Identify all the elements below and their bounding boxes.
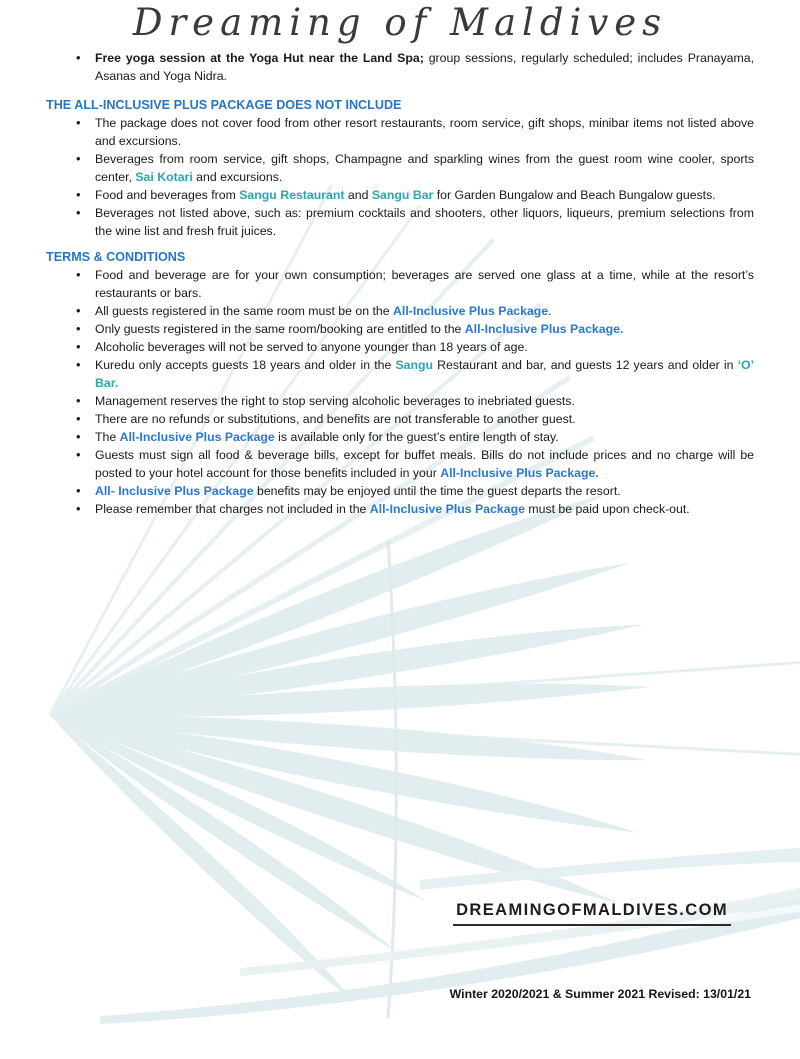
bullet-text: and excursions. <box>192 170 283 184</box>
bullet-text: Free yoga session at the Yoga Hut near the Land Spa; <box>95 51 424 65</box>
list-item <box>75 446 754 482</box>
bullet-text: Please remember that charges not included in the <box>95 502 370 516</box>
highlighted-term: Sangu Bar <box>371 188 434 202</box>
bullet-text: benefits may be enjoyed until the time the guest departs the resort. <box>253 484 621 498</box>
bullet-text: and <box>344 188 372 202</box>
bullet-text: Alcoholic beverages will not be served to anyone younger than 18 years of age. <box>95 340 528 354</box>
bullet-text: must be paid upon check-out. <box>524 502 690 516</box>
highlighted-term: Sangu <box>395 358 434 372</box>
list-item <box>75 482 754 500</box>
list-item <box>75 204 754 240</box>
bullet-text: Food and beverage are for your own consumption; beverages are served one glass at a time, while at the resort’s restaurants or bars. <box>95 268 754 300</box>
highlighted-term: All-Inclusive Plus Package <box>369 502 525 516</box>
bullet-text: for Garden Bungalow and Beach Bungalow guests. <box>433 188 716 202</box>
list-item <box>75 356 754 392</box>
list-item <box>75 114 754 150</box>
bullet-text: is available only for the guest’s entire length of stay. <box>274 430 559 444</box>
highlighted-term: Sangu Restaurant <box>239 188 345 202</box>
bullet-text: Restaurant and bar, and guests 12 years and older in <box>433 358 738 372</box>
bullet-text: Management reserves the right to stop serving alcoholic beverages to inebriated guests. <box>95 394 575 408</box>
bullet-text: The package does not cover food from other resort restaurants, room service, gift shops, minibar items not listed above and excursions. <box>95 116 754 148</box>
list-item <box>75 186 754 204</box>
revision-note: Winter 2020/2021 & Summer 2021 Revised: 13/01/21 <box>449 987 751 1001</box>
bullet-text: Only guests registered in the same room/booking are entitled to the <box>95 322 465 336</box>
list-item <box>75 392 754 410</box>
bullet-text: Food and beverages from <box>95 188 240 202</box>
highlighted-term: All-Inclusive Plus Package. <box>440 466 599 480</box>
list-item <box>75 410 754 428</box>
highlighted-term: All- Inclusive Plus Package <box>95 484 254 498</box>
highlighted-term: All-Inclusive Plus Package. <box>464 322 624 336</box>
highlighted-term: All-Inclusive Plus Package <box>393 304 549 318</box>
document-content <box>0 0 800 518</box>
brand-script-title: Dreaming of Maldives <box>132 1 668 44</box>
list-item <box>75 49 754 85</box>
document-body <box>0 49 800 518</box>
list-item <box>75 320 754 338</box>
bullet-text: Beverages from room service, gift shops, Champagne and sparkling wines from the guest room wine cooler, sports center, <box>95 152 754 184</box>
list-item <box>75 500 754 518</box>
bullet-text: . <box>548 304 552 318</box>
list-item <box>75 302 754 320</box>
list-item <box>75 338 754 356</box>
bullet-text: group sessions, regularly scheduled; includes Pranayama, Asanas and Yoga Nidra. <box>95 51 755 83</box>
does-not-include-list <box>46 114 754 240</box>
list-item <box>75 150 754 186</box>
bullet-text: All guests registered in the same room must be on the <box>95 304 394 318</box>
highlighted-term: All-Inclusive Plus Package <box>119 430 275 444</box>
list-item <box>75 428 754 446</box>
bullet-text: Kuredu only accepts guests 18 years and older in the <box>95 358 396 372</box>
intro-bullet-list <box>46 49 754 85</box>
bullet-text: The <box>95 430 120 444</box>
bullet-text: There are no refunds or substitutions, and benefits are not transferable to another guest. <box>95 412 576 426</box>
bullet-text: Beverages not listed above, such as: premium cocktails and shooters, other liquors, liqueurs, premium selections from the wine list and fresh fruit juices. <box>95 206 754 238</box>
bullet-text: Guests must sign all food & beverage bills, except for buffet meals. Bills do not include prices and no charge will be posted to your hotel account for those benefits included in your <box>95 448 754 480</box>
section-heading-terms-conditions: TERMS & CONDITIONS <box>46 250 186 264</box>
website-link[interactable]: DREAMINGOFMALDIVES.COM <box>453 901 731 926</box>
terms-conditions-list <box>46 266 754 518</box>
highlighted-term: ‘O’ Bar. <box>95 358 754 390</box>
list-item <box>75 266 754 302</box>
section-heading-does-not-include: THE ALL-INCLUSIVE PLUS PACKAGE DOES NOT INCLUDE <box>46 98 402 112</box>
highlighted-term: Sai Kotari <box>135 170 193 184</box>
